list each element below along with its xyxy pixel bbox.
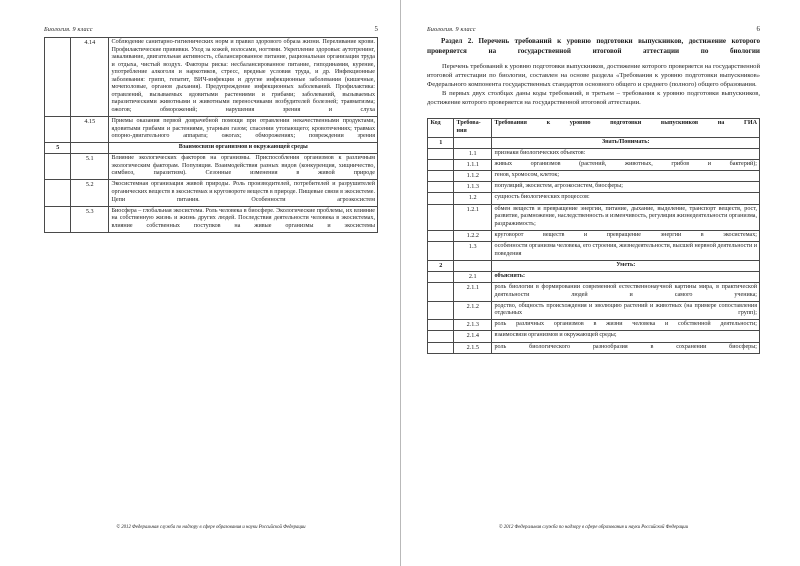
row-text: признаки биологических объектов: [492,148,760,159]
row-section [428,182,454,193]
table-row-group [428,137,760,148]
row-code: 2.1 [454,271,492,282]
row-section [428,242,454,261]
row-code: 1.2.2 [454,230,492,241]
column-header-requirements: Требования к уровню подготовки выпускников на ГИА [492,118,760,137]
row-section [428,148,454,159]
row-section [45,116,71,142]
row-section [428,271,454,282]
row-text: родство, общность происхождения и эволюцию растений и животных (на примере сопоставления отдельных групп); [492,301,760,320]
row-text: особенности организма человека, его строения, жизнедеятельности, высшей нервной деятельности и поведения [492,242,760,261]
row-section [45,38,71,117]
row-code: 1.1.2 [454,171,492,182]
table-row [428,342,760,353]
row-section [428,301,454,320]
table-row [428,204,760,230]
row-section [45,180,71,206]
table-header-row [428,118,760,137]
row-section [428,230,454,241]
table-row [428,331,760,342]
row-section: 2 [428,260,454,271]
page-left-header [44,26,378,33]
column-header-requirement-no-line1: Требова- [456,119,481,126]
column-header-requirement-no-line2: ния [456,127,467,134]
row-text: Влияние экологических факторов на организмы. Приспособления организмов к различным экологическим факторам. Популяция. Взаимодействия разных видов (конкуренция, хищничество, симбиоз, паразитизм). Сезонные изменения в живой природе [109,154,378,180]
row-section [45,154,71,180]
row-text: популяций, экосистем, агроэкосистем, биосферы; [492,182,760,193]
row-code: 2.1.2 [454,301,492,320]
row-section [428,193,454,204]
table-row [428,282,760,301]
row-text: Биосфера – глобальная экосистема. Роль человека в биосфере. Экологические проблемы, их влияние на собственную жизнь и жизнь других людей. Последствия деятельности человека в экосистемах, влияние собственных поступков на живые организмы и экосистемы [109,206,378,232]
row-text: обмен веществ и превращение энергии, питание, дыхание, выделение, транспорт веществ, рост, развитие, размножение, наследственность и изменчивость, регуляция жизнедеятельности организма, раздражимость; [492,204,760,230]
section-title: Раздел 2. Перечень требований к уровню подготовки выпускников, достижение которого проверяется на государственной итоговой аттестации по биологии [427,37,760,55]
row-section: 1 [428,137,454,148]
row-code: 1.1.1 [454,159,492,170]
page-right [400,0,800,566]
row-code: 1.2.1 [454,204,492,230]
table-row [428,193,760,204]
table-row [45,206,378,232]
row-section [428,204,454,230]
requirements-table [427,118,760,354]
row-section [428,342,454,353]
table-row [428,182,760,193]
row-section [45,206,71,232]
page-right-number: 6 [756,26,760,33]
row-text: Соблюдение санитарно-гигиенических норм и правил здорового образа жизни. Переливание крови. Профилактические прививки. Уход за кожей, волосами, ногтями. Укрепление здоровья: аутотренинг, закаливание, двигательная активность, сбалансированное питание, рациональная организация труда и отдыха, чистый воздух. Факторы риска: несбалансированное питание, гиподинамия, курение, употребление алкоголя и наркотиков, стресс, вредные условия труда, и др. Инфекционные заболевания: грипп, гепатит, ВИЧ-инфекция и другие инфекционные заболевания (кишечные, мочеполовые, органов дыхания). Предупреждение инфекционных заболеваний. Профилактика: отравлений, вызываемых ядовитыми растениями и грибами; заболеваний, вызываемых паразитическими животными и животными переносчиками возбудителей болезней; травматизма; ожогов; обморожений; нарушения зрения и слуха [109,38,378,117]
page-left-footer [0,525,400,530]
table-row [428,159,760,170]
row-code: 1.1 [454,148,492,159]
table-row [428,301,760,320]
row-group-title: Взаимосвязи организмов и окружающей среды [109,143,378,154]
row-code [454,260,492,271]
footer-copyright: © 2012 Федеральная служба по надзору в сфере образования и науки Российской Федерации [498,525,689,530]
intro-paragraph-2: В первых двух столбцах даны коды требований, в третьем – требования к уровню подготовки выпускников, достижение которого проверяется на государственной итоговой аттестации. [427,90,760,107]
row-code: 2.1.3 [454,320,492,331]
row-code: 1.1.3 [454,182,492,193]
row-text: круговорот веществ и превращение энергии в экосистемах; [492,230,760,241]
row-text: Экосистемная организация живой природы. Роль производителей, потребителей и разрушителей органических веществ в экосистемах и круговороте веществ в природе. Пищевые связи в экосистеме. Цепи питания. Особенности агроэкосистем [109,180,378,206]
column-header-code: Код [428,118,454,137]
row-section [428,282,454,301]
column-header-requirement-no [454,118,492,137]
page-right-subject: Биология. 9 класс [427,26,476,33]
table-row [45,38,378,117]
table-row [428,242,760,261]
row-section: 5 [45,143,71,154]
table-row [428,320,760,331]
row-section [428,171,454,182]
row-text: объяснять: [492,271,760,282]
table-row [428,271,760,282]
row-group-title: Уметь: [492,260,760,271]
intro-paragraph-1: Перечень требований к уровню подготовки выпускников, достижение которого проверяется на государственной итоговой аттестации по биологии, составлен на основе раздела «Требования к уровню подготовки выпускников» Федерального компонента государственных стандартов основного общего и среднего (полного) общего образования. [427,63,760,88]
row-text: сущность биологических процессов: [492,193,760,204]
row-code: 2.1.1 [454,282,492,301]
row-code: 2.1.4 [454,331,492,342]
table-row [45,180,378,206]
row-code: 5.3 [71,206,109,232]
row-section [428,159,454,170]
page-right-footer [401,525,800,530]
table-row [45,116,378,142]
row-code [71,143,109,154]
table-row [428,230,760,241]
table-row [428,171,760,182]
row-code: 5.1 [71,154,109,180]
row-text: роль различных организмов в жизни человека и собственной деятельности; [492,320,760,331]
row-group-title: Знать/Понимать: [492,137,760,148]
row-code [454,137,492,148]
page-left-number: 5 [374,26,378,33]
requirements-table-head [428,118,760,137]
left-table-body [45,38,378,233]
page-right-header [427,26,760,33]
table-row [45,154,378,180]
row-code: 2.1.5 [454,342,492,353]
row-text: взаимосвязи организмов и окружающей среды; [492,331,760,342]
row-text: живых организмов (растений, животных, грибов и бактерий); [492,159,760,170]
page-left-subject: Биология. 9 класс [44,26,93,33]
row-section [428,320,454,331]
requirements-table-body [428,137,760,353]
spacer [427,109,760,118]
row-text: роль биологического разнообразия в сохранении биосферы; [492,342,760,353]
row-code: 5.2 [71,180,109,206]
row-text: Приемы оказания первой доврачебной помощи при отравлении некачественными продуктами, ядовитыми грибами и растениями, угарным газом; спасении утопающего; кровотечениях; травмах опорно-двигательного аппарата; ожогах; обморожениях; повреждении зрения [109,116,378,142]
table-row-group [45,143,378,154]
table-row-group [428,260,760,271]
row-code: 4.14 [71,38,109,117]
row-text: роль биологии в формировании современной естественнонаучной картины мира, в практической деятельности людей и самого ученика; [492,282,760,301]
row-text: генов, хромосом, клеток; [492,171,760,182]
row-code: 1.3 [454,242,492,261]
row-code: 1.2 [454,193,492,204]
table-row [428,148,760,159]
row-section [428,331,454,342]
footer-copyright: © 2012 Федеральная служба по надзору в сфере образования и науки Российской Федерации [116,525,306,530]
left-content-table [44,37,378,233]
row-code: 4.15 [71,116,109,142]
